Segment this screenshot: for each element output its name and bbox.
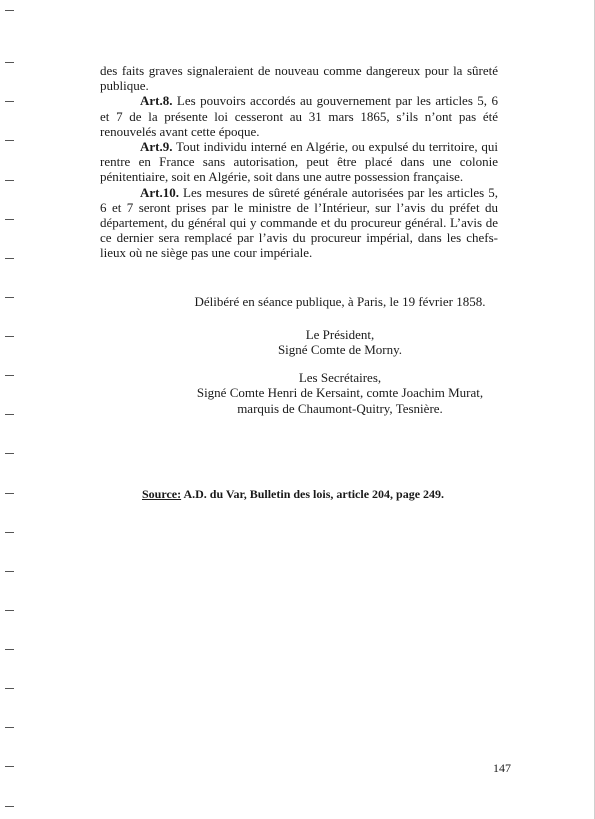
source-label: Source: <box>142 487 182 501</box>
article-label: Art.8. <box>140 93 173 109</box>
source-citation <box>142 487 444 502</box>
deliberation-line: Délibéré en séance publique, à Paris, le 19 février 1858. <box>194 294 486 309</box>
page-number: 147 <box>493 761 511 775</box>
source-text: A.D. du Var, Bulletin des lois, article 204, page 249. <box>181 487 445 501</box>
secretaries-line-1: Signé Comte Henri de Kersaint, comte Joachim Murat, <box>196 385 484 401</box>
secretaries-signature <box>150 370 530 416</box>
paragraph-continuation: des faits graves signaleraient de nouveau comme dangereux pour la sûreté publique. <box>100 63 498 94</box>
president-signature <box>150 327 530 358</box>
article-text: Les mesures de sûreté générale autorisées par les articles 5, 6 et 7 seront prises par le ministre de l’Intérieur, sur l’avis du préfet du département, du général qui y commande et du procureur général. L’avis de ce dernier sera remplacé par l’avis du procureur impérial, dans les chefs-lieux où ne siège pas une cour impériale. <box>100 184 498 261</box>
article-8 <box>100 93 498 139</box>
article-10 <box>100 185 498 261</box>
article-text: Les pouvoirs accordés au gouvernement par les articles 5, 6 et 7 de la présente loi cesseront au 31 mars 1865, s’ils n’ont pas été renouvelés avant cette époque. <box>100 93 498 139</box>
law-text <box>100 63 498 261</box>
secretaries-line-2: marquis de Chaumont-Quitry, Tesnière. <box>237 400 443 416</box>
article-label: Art.9. <box>140 139 173 155</box>
secretaries-title: Les Secrétaires, <box>298 370 382 385</box>
president-signed: Signé Comte de Morny. <box>277 342 403 358</box>
scan-edge-marks <box>0 0 14 819</box>
article-label: Art.10. <box>140 184 179 200</box>
article-text: Tout individu interné en Algérie, ou expulsé du territoire, qui rentre en France sans autorisation, peut être placé dans une colonie pénitentiaire, soit en Algérie, soit dans une autre possession française. <box>100 139 498 185</box>
article-9 <box>100 139 498 185</box>
president-title: Le Président, <box>305 327 375 342</box>
